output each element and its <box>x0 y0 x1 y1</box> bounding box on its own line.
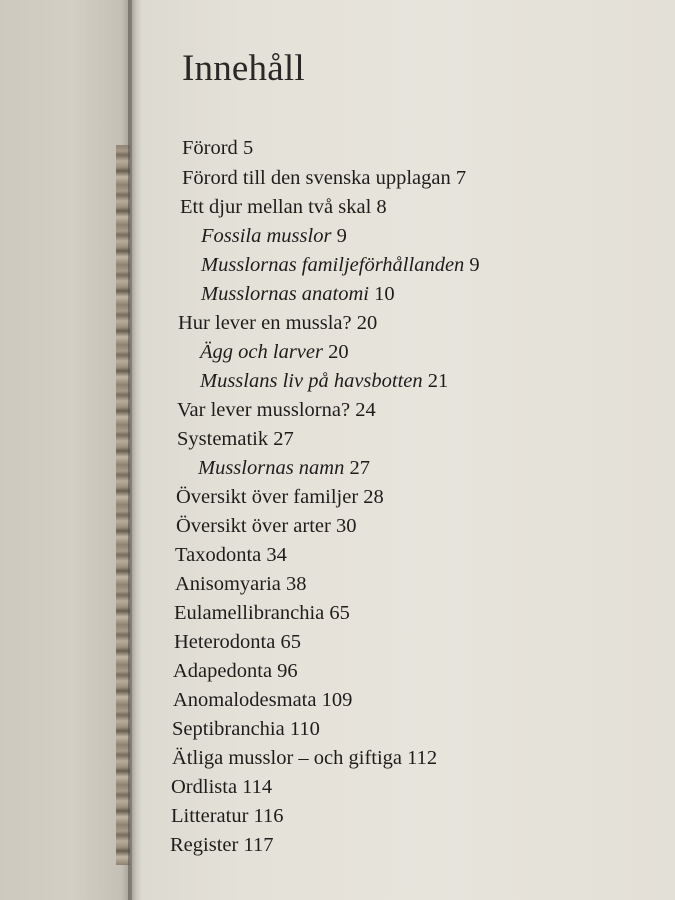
toc-entry-label: Hur lever en mussla? <box>178 312 352 334</box>
left-page <box>0 0 132 900</box>
toc-subentry <box>200 369 448 393</box>
toc-page-number: 65 <box>280 631 301 653</box>
toc-page-number: 27 <box>273 428 294 450</box>
toc-entry <box>171 804 284 828</box>
toc-page-number: 20 <box>356 312 378 334</box>
toc-entry <box>173 659 298 683</box>
toc-entry-label: Musslans liv på havsbotten <box>200 370 423 392</box>
toc-entry-label: Septibranchia <box>172 718 285 740</box>
toc-entry-label: Ett djur mellan två skal <box>180 196 372 218</box>
toc-entry-label: Förord <box>182 137 238 159</box>
toc-entry-label: Litteratur <box>171 805 249 827</box>
toc-subentry <box>201 253 480 277</box>
toc-entry <box>177 398 376 422</box>
toc-page-number: 116 <box>253 805 284 827</box>
toc-page-number: 8 <box>376 196 387 218</box>
toc-page-number: 112 <box>407 747 438 769</box>
toc-page-number: 7 <box>455 167 467 189</box>
toc-entry <box>182 136 253 160</box>
toc-entry-label: Anisomyaria <box>175 573 281 595</box>
toc-entry-label: Ägg och larver <box>200 341 323 363</box>
toc-page-number: 114 <box>242 776 273 798</box>
toc-page-number: 96 <box>277 660 298 682</box>
contents-page <box>132 0 675 900</box>
page-title: Innehåll <box>182 48 305 89</box>
toc-entry <box>177 427 294 451</box>
toc-entry-label: Musslornas anatomi <box>201 283 370 305</box>
toc-entry-label: Översikt över familjer <box>176 486 359 508</box>
toc-entry-label: Musslornas namn <box>198 457 345 479</box>
toc-entry <box>176 485 384 509</box>
toc-entry <box>173 688 352 712</box>
toc-page-number: 27 <box>349 457 370 479</box>
toc-entry <box>171 775 272 799</box>
toc-entry-label: Musslornas familjeförhållanden <box>201 254 465 276</box>
toc-entry <box>178 311 377 335</box>
toc-entry-label: Taxodonta <box>175 544 262 566</box>
toc-entry-label: Heterodonta <box>174 631 276 653</box>
toc-page-number: 34 <box>266 544 287 566</box>
toc-entry-label: Ätliga musslor – och giftiga <box>172 747 403 769</box>
toc-page-number: 21 <box>427 370 449 392</box>
toc-page-number: 24 <box>355 399 376 421</box>
toc-entry-label: Ordlista <box>171 776 238 798</box>
toc-page-number: 9 <box>469 254 480 276</box>
toc-page-number: 28 <box>363 486 384 508</box>
toc-entry <box>174 601 350 625</box>
toc-entry <box>182 166 466 190</box>
toc-page-number: 20 <box>328 341 349 363</box>
toc-page-number: 5 <box>242 137 254 159</box>
toc-entry <box>172 717 320 741</box>
table-of-contents <box>132 0 675 900</box>
toc-entry-label: Översikt över arter <box>176 515 331 537</box>
toc-entry-label: Förord till den svenska upplagan <box>182 167 451 189</box>
toc-entry <box>175 543 287 567</box>
toc-entry <box>174 630 301 654</box>
toc-entry <box>180 195 387 219</box>
toc-entry <box>176 514 356 538</box>
toc-entry-label: Fossila musslor <box>201 225 332 247</box>
toc-entry-label: Adapedonta <box>173 660 273 682</box>
toc-page-number: 9 <box>336 225 347 247</box>
spine-shadow <box>128 0 142 900</box>
toc-page-number: 30 <box>335 515 357 537</box>
toc-subentry <box>201 224 347 248</box>
toc-entry-label: Register <box>170 834 239 856</box>
toc-subentry <box>198 456 370 480</box>
toc-page-number: 110 <box>289 718 320 740</box>
toc-entry <box>170 833 273 857</box>
toc-entry-label: Eulamellibranchia <box>174 602 325 624</box>
toc-entry-label: Anomalodesmata <box>173 689 317 711</box>
toc-entry-label: Systematik <box>177 428 269 450</box>
toc-entry <box>175 572 307 596</box>
toc-entry-label: Var lever musslorna? <box>177 399 351 421</box>
toc-subentry <box>201 282 395 306</box>
toc-page-number: 38 <box>286 573 307 595</box>
toc-page-number: 65 <box>329 602 350 624</box>
toc-entry <box>172 746 437 770</box>
toc-page-number: 117 <box>243 834 274 856</box>
toc-subentry <box>200 340 349 364</box>
toc-page-number: 109 <box>321 689 353 711</box>
toc-page-number: 10 <box>374 283 395 305</box>
